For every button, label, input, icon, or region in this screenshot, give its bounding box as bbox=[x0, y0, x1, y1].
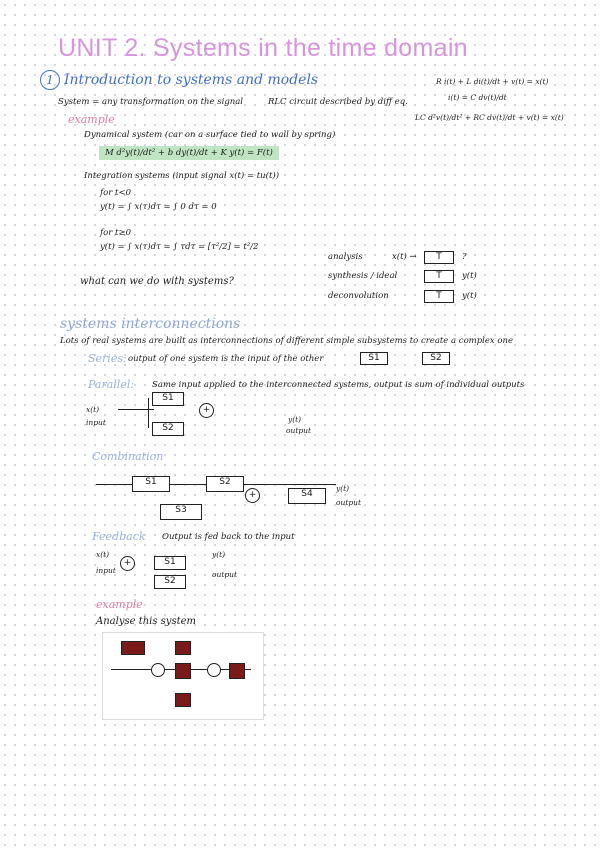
interconnections-intro: Lots of real systems are built as interconnections of different simple subsystems to create a complex one bbox=[60, 336, 514, 346]
question: what can we do with systems? bbox=[80, 276, 234, 287]
analysis-output: ? bbox=[462, 252, 467, 262]
feedback-input-label: input bbox=[96, 566, 116, 575]
combination-s4-box: S4 bbox=[288, 488, 326, 504]
parallel-sum-node: + bbox=[199, 403, 214, 418]
integration-eq-positive: y(t) = ∫ x(τ)dτ = ∫ τdτ = [τ²/2] = t²/2 bbox=[100, 242, 259, 252]
system-definition: System = any transformation on the signal bbox=[58, 97, 244, 107]
feedback-sum-node: + bbox=[120, 556, 135, 571]
example-node-2: × bbox=[207, 663, 221, 677]
combination-label: Combination bbox=[92, 450, 164, 463]
rlc-note: RLC circuit described by diff eq. bbox=[268, 97, 408, 107]
dynamical-equation: M d²y(t)/dt² + b dy(t)/dt + K y(t) = F(t) bbox=[99, 146, 279, 160]
example-block-1 bbox=[121, 641, 145, 655]
series-s1-box: S1 bbox=[360, 352, 388, 365]
combination-sum-node: + bbox=[245, 488, 260, 503]
combination-s3-box: S3 bbox=[160, 504, 202, 520]
rlc-eq-3: LC d²v(t)/dt² + RC dv(t)/dt + v(t) = x(t) bbox=[415, 113, 564, 122]
section-number: 1 bbox=[40, 70, 60, 90]
example-block-2 bbox=[175, 641, 191, 655]
for-t-positive: for t≥0 bbox=[100, 228, 131, 238]
analysis-input: x(t) → bbox=[392, 252, 417, 262]
combination-s1-box: S1 bbox=[132, 476, 170, 492]
example-node-1: × bbox=[151, 663, 165, 677]
feedback-input-x: x(t) bbox=[96, 550, 110, 559]
example-label-1: example bbox=[68, 113, 115, 126]
parallel-s1-box: S1 bbox=[152, 392, 184, 406]
rlc-eq-1: R i(t) + L di(t)/dt + v(t) = x(t) bbox=[436, 77, 549, 86]
analyse-text: Analyse this system bbox=[96, 616, 196, 627]
parallel-label: Parallel: bbox=[88, 378, 135, 391]
parallel-split bbox=[148, 398, 149, 428]
combination-output-y: y(t) bbox=[336, 484, 350, 493]
dynamical-system: Dynamical system (car on a surface tied to wall by spring) bbox=[84, 130, 336, 140]
parallel-output-label: output bbox=[286, 426, 312, 435]
integration-systems: Integration systems (input signal x(t) = tu(t)) bbox=[84, 171, 280, 181]
feedback-s2-box: S2 bbox=[154, 575, 186, 589]
feedback-output-y: y(t) bbox=[212, 550, 226, 559]
synthesis-output: y(t) bbox=[462, 271, 477, 281]
example-block-3 bbox=[175, 663, 191, 679]
t-box-analysis: T bbox=[424, 251, 454, 264]
example-block-5 bbox=[229, 663, 245, 679]
t-box-synthesis: T bbox=[424, 270, 454, 283]
analysis-label: analysis bbox=[328, 252, 363, 262]
deconvolution-output: y(t) bbox=[462, 291, 477, 301]
deconvolution-label: deconvolution bbox=[328, 291, 389, 301]
feedback-output-label: output bbox=[212, 570, 238, 579]
parallel-input-label: input bbox=[86, 418, 106, 427]
for-t-negative: for t<0 bbox=[100, 188, 131, 198]
series-text: output of one system is the input of the other bbox=[128, 354, 324, 364]
series-s2-box: S2 bbox=[422, 352, 450, 365]
rlc-eq-2: i(t) = C dv(t)/dt bbox=[448, 93, 507, 102]
example-label-2: example bbox=[96, 598, 143, 611]
integration-eq-negative: y(t) = ∫ x(τ)dτ = ∫ 0 dτ = 0 bbox=[100, 202, 217, 212]
example-diagram bbox=[102, 632, 264, 720]
section-1-title: Introduction to systems and models bbox=[64, 72, 319, 88]
section-2-heading: systems interconnections bbox=[60, 316, 241, 332]
feedback-text: Output is fed back to the input bbox=[162, 532, 295, 542]
series-label: Series: bbox=[88, 352, 127, 365]
parallel-text: Same input applied to the interconnected systems, output is sum of individual outputs bbox=[152, 380, 525, 390]
feedback-label: Feedback bbox=[92, 530, 146, 543]
combination-output-label: output bbox=[336, 498, 362, 507]
parallel-s2-box: S2 bbox=[152, 422, 184, 436]
t-box-deconvolution: T bbox=[424, 290, 454, 303]
combination-s2-box: S2 bbox=[206, 476, 244, 492]
page-title: UNIT 2. Systems in the time domain bbox=[58, 34, 468, 62]
parallel-input-x: x(t) bbox=[86, 405, 100, 414]
section-1-heading bbox=[40, 70, 318, 90]
example-block-4 bbox=[175, 693, 191, 707]
synthesis-label: synthesis / ideal bbox=[328, 271, 398, 281]
feedback-s1-box: S1 bbox=[154, 556, 186, 570]
parallel-output-y: y(t) bbox=[288, 415, 302, 424]
